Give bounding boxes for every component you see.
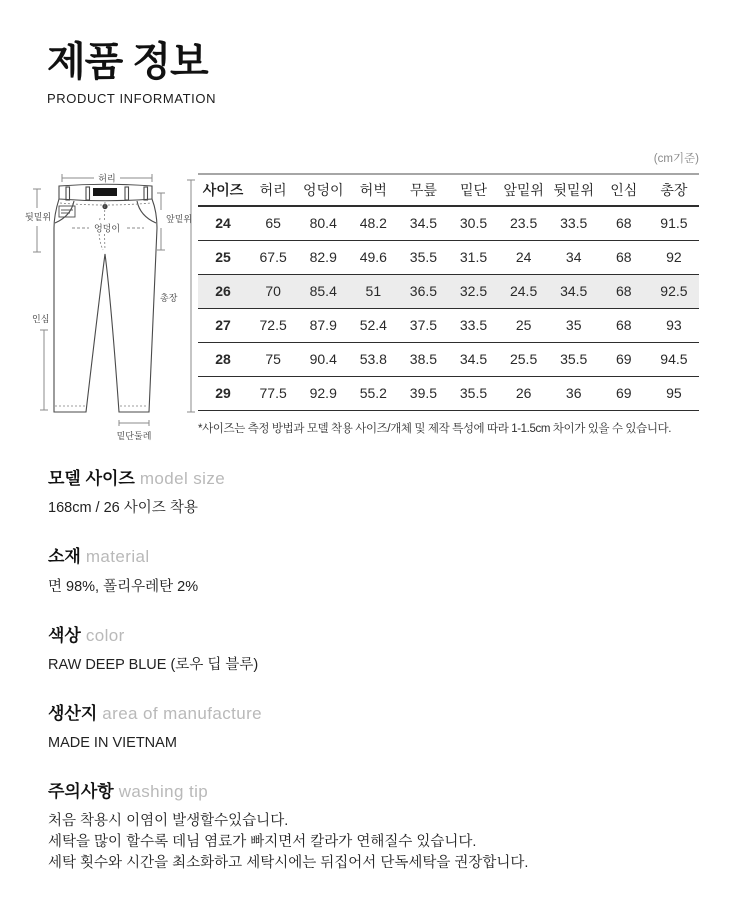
unit-note: (cm기준): [653, 153, 699, 165]
size-row-27: [198, 308, 699, 342]
measurement-cell: 53.8: [348, 342, 398, 376]
measurement-cell: 92: [649, 240, 699, 274]
diagram-label-total-length: 총장: [160, 293, 178, 303]
size-row-25: [198, 240, 699, 274]
column-header-2: 엉덩이: [298, 174, 348, 206]
measurement-cell: 69: [599, 342, 649, 376]
measurement-cell: 65: [248, 206, 298, 240]
section-heading-ko: 생산지: [48, 703, 98, 723]
column-header-1: 허리: [248, 174, 298, 206]
size-row-29: [198, 376, 699, 410]
section-model-size: [48, 468, 750, 519]
model-size-value: 168cm / 26 사이즈 착용: [48, 500, 198, 517]
measurement-cell: 39.5: [398, 376, 448, 410]
waistband-brand-tab: [93, 188, 117, 196]
page-subtitle: PRODUCT INFORMATION: [47, 91, 217, 106]
measurement-cell: 55.2: [348, 376, 398, 410]
measurement-cell: 68: [599, 240, 649, 274]
measurement-cell: 82.9: [298, 240, 348, 274]
measurement-cell: 30.5: [448, 206, 498, 240]
washing-tip-line: 세탁을 많이 할수록 데님 염료가 빠지면서 칼라가 연해질수 있습니다.: [48, 834, 477, 851]
section-heading-ko: 색상: [48, 625, 81, 645]
measurement-cell: 35.5: [549, 342, 599, 376]
measurement-cell: 35.5: [398, 240, 448, 274]
measurement-cell: 33.5: [448, 308, 498, 342]
section-heading-en: washing tip: [118, 782, 209, 801]
column-header-5: 밑단: [448, 174, 498, 206]
measurement-cell: 95: [649, 376, 699, 410]
column-header-4: 무릎: [398, 174, 448, 206]
size-cell: 24: [198, 206, 248, 240]
washing-tip-line: 세탁 횟수와 시간을 최소화하고 세탁시에는 뒤집어서 단독세탁을 권장합니다.: [48, 855, 529, 872]
size-cell: 28: [198, 342, 248, 376]
size-cell: 27: [198, 308, 248, 342]
measurement-cell: 35.5: [448, 376, 498, 410]
section-heading: [48, 703, 750, 724]
section-heading-ko: 모델 사이즈: [48, 469, 135, 488]
measurement-cell: 68: [599, 308, 649, 342]
size-cell: 26: [198, 274, 248, 308]
size-table-footnote: *사이즈는 측정 방법과 모델 착용 사이즈/개체 및 제작 특성에 따라 1-1.5cm 차이가 있을 수 있습니다.: [198, 422, 672, 435]
measurement-cell: 70: [248, 274, 298, 308]
hem-measure-line: [119, 420, 149, 426]
column-header-9: 총장: [649, 174, 699, 206]
measurement-cell: 93: [649, 308, 699, 342]
column-header-0: 사이즈: [198, 174, 248, 206]
measurement-cell: 26: [499, 376, 549, 410]
measurement-cell: 32.5: [448, 274, 498, 308]
measurement-cell: 25: [499, 308, 549, 342]
product-info-sections: [0, 462, 750, 874]
measurement-cell: 34.5: [398, 206, 448, 240]
section-heading: [48, 468, 750, 489]
diagram-label-waist: 허리: [98, 173, 116, 184]
measurement-cell: 23.5: [499, 206, 549, 240]
inseam-measure-line: [40, 330, 48, 410]
section-heading-ko: 주의사항: [48, 782, 114, 801]
measurement-cell: 69: [599, 376, 649, 410]
page-title: 제품 정보: [47, 40, 208, 84]
column-header-7: 뒷밑위: [549, 174, 599, 206]
front-rise-measure-line: [157, 193, 165, 250]
measurement-cell: 38.5: [398, 342, 448, 376]
diagram-label-inseam: 인심: [32, 314, 50, 324]
size-cell: 29: [198, 376, 248, 410]
section-heading-en: model size: [139, 469, 226, 488]
size-table-wrap: [198, 150, 699, 436]
measurement-cell: 92.9: [298, 376, 348, 410]
size-guide-area: [0, 150, 750, 462]
page-header: [0, 0, 750, 106]
diagram-label-hem: 밑단둘레: [116, 431, 152, 441]
section-heading-en: color: [85, 625, 125, 645]
diagram-label-back-rise: 뒷밑위: [25, 212, 52, 222]
measurement-cell: 80.4: [298, 206, 348, 240]
section-heading: [48, 781, 750, 802]
section-material: [48, 546, 750, 597]
column-header-3: 허벅: [348, 174, 398, 206]
section-heading-en: area of manufacture: [102, 703, 263, 723]
jeans-measurement-diagram: [24, 160, 200, 454]
measurement-cell: 90.4: [298, 342, 348, 376]
measurement-cell: 67.5: [248, 240, 298, 274]
measurement-cell: 75: [248, 342, 298, 376]
measurement-cell: 51: [348, 274, 398, 308]
measurement-cell: 36.5: [398, 274, 448, 308]
diagram-label-hip: 엉덩이: [93, 223, 121, 234]
measurement-cell: 77.5: [248, 376, 298, 410]
section-heading: [48, 625, 750, 646]
measurement-cell: 25.5: [499, 342, 549, 376]
size-row-26: [198, 274, 699, 308]
measurement-cell: 68: [599, 274, 649, 308]
measurement-cell: 52.4: [348, 308, 398, 342]
measurement-cell: 34.5: [549, 274, 599, 308]
measurement-cell: 31.5: [448, 240, 498, 274]
measurement-cell: 34.5: [448, 342, 498, 376]
measurement-cell: 72.5: [248, 308, 298, 342]
measurement-cell: 24: [499, 240, 549, 274]
measurement-cell: 85.4: [298, 274, 348, 308]
measurement-cell: 48.2: [348, 206, 398, 240]
section-heading-ko: 소재: [48, 547, 81, 567]
washing-tip-line: 처음 착용시 이염이 발생할수있습니다.: [48, 813, 289, 830]
section-manufacture: [48, 703, 750, 754]
measurement-cell: 34: [549, 240, 599, 274]
size-cell: 25: [198, 240, 248, 274]
measurement-cell: 37.5: [398, 308, 448, 342]
size-table: [198, 173, 699, 411]
size-row-28: [198, 342, 699, 376]
section-washing-tip: [48, 781, 750, 874]
measurement-cell: 91.5: [649, 206, 699, 240]
section-color: [48, 625, 750, 676]
size-row-24: [198, 206, 699, 240]
manufacture-value: MADE IN VIETNAM: [48, 735, 177, 751]
column-header-8: 인심: [599, 174, 649, 206]
color-value: RAW DEEP BLUE (로우 딥 블루): [48, 656, 259, 673]
column-header-6: 앞밑위: [499, 174, 549, 206]
measurement-cell: 87.9: [298, 308, 348, 342]
measurement-cell: 33.5: [549, 206, 599, 240]
section-heading: [48, 546, 750, 567]
measurement-cell: 36: [549, 376, 599, 410]
diagram-label-front-rise: 앞밑위: [166, 214, 193, 224]
size-table-header: [198, 174, 699, 206]
section-heading-en: material: [85, 547, 150, 567]
measurement-cell: 92.5: [649, 274, 699, 308]
jeans-outline: [54, 184, 157, 412]
measurement-cell: 24.5: [499, 274, 549, 308]
measurement-cell: 94.5: [649, 342, 699, 376]
measurement-cell: 68: [599, 206, 649, 240]
measurement-cell: 49.6: [348, 240, 398, 274]
measurement-cell: 35: [549, 308, 599, 342]
material-value: 면 98%, 폴리우레탄 2%: [48, 578, 199, 595]
